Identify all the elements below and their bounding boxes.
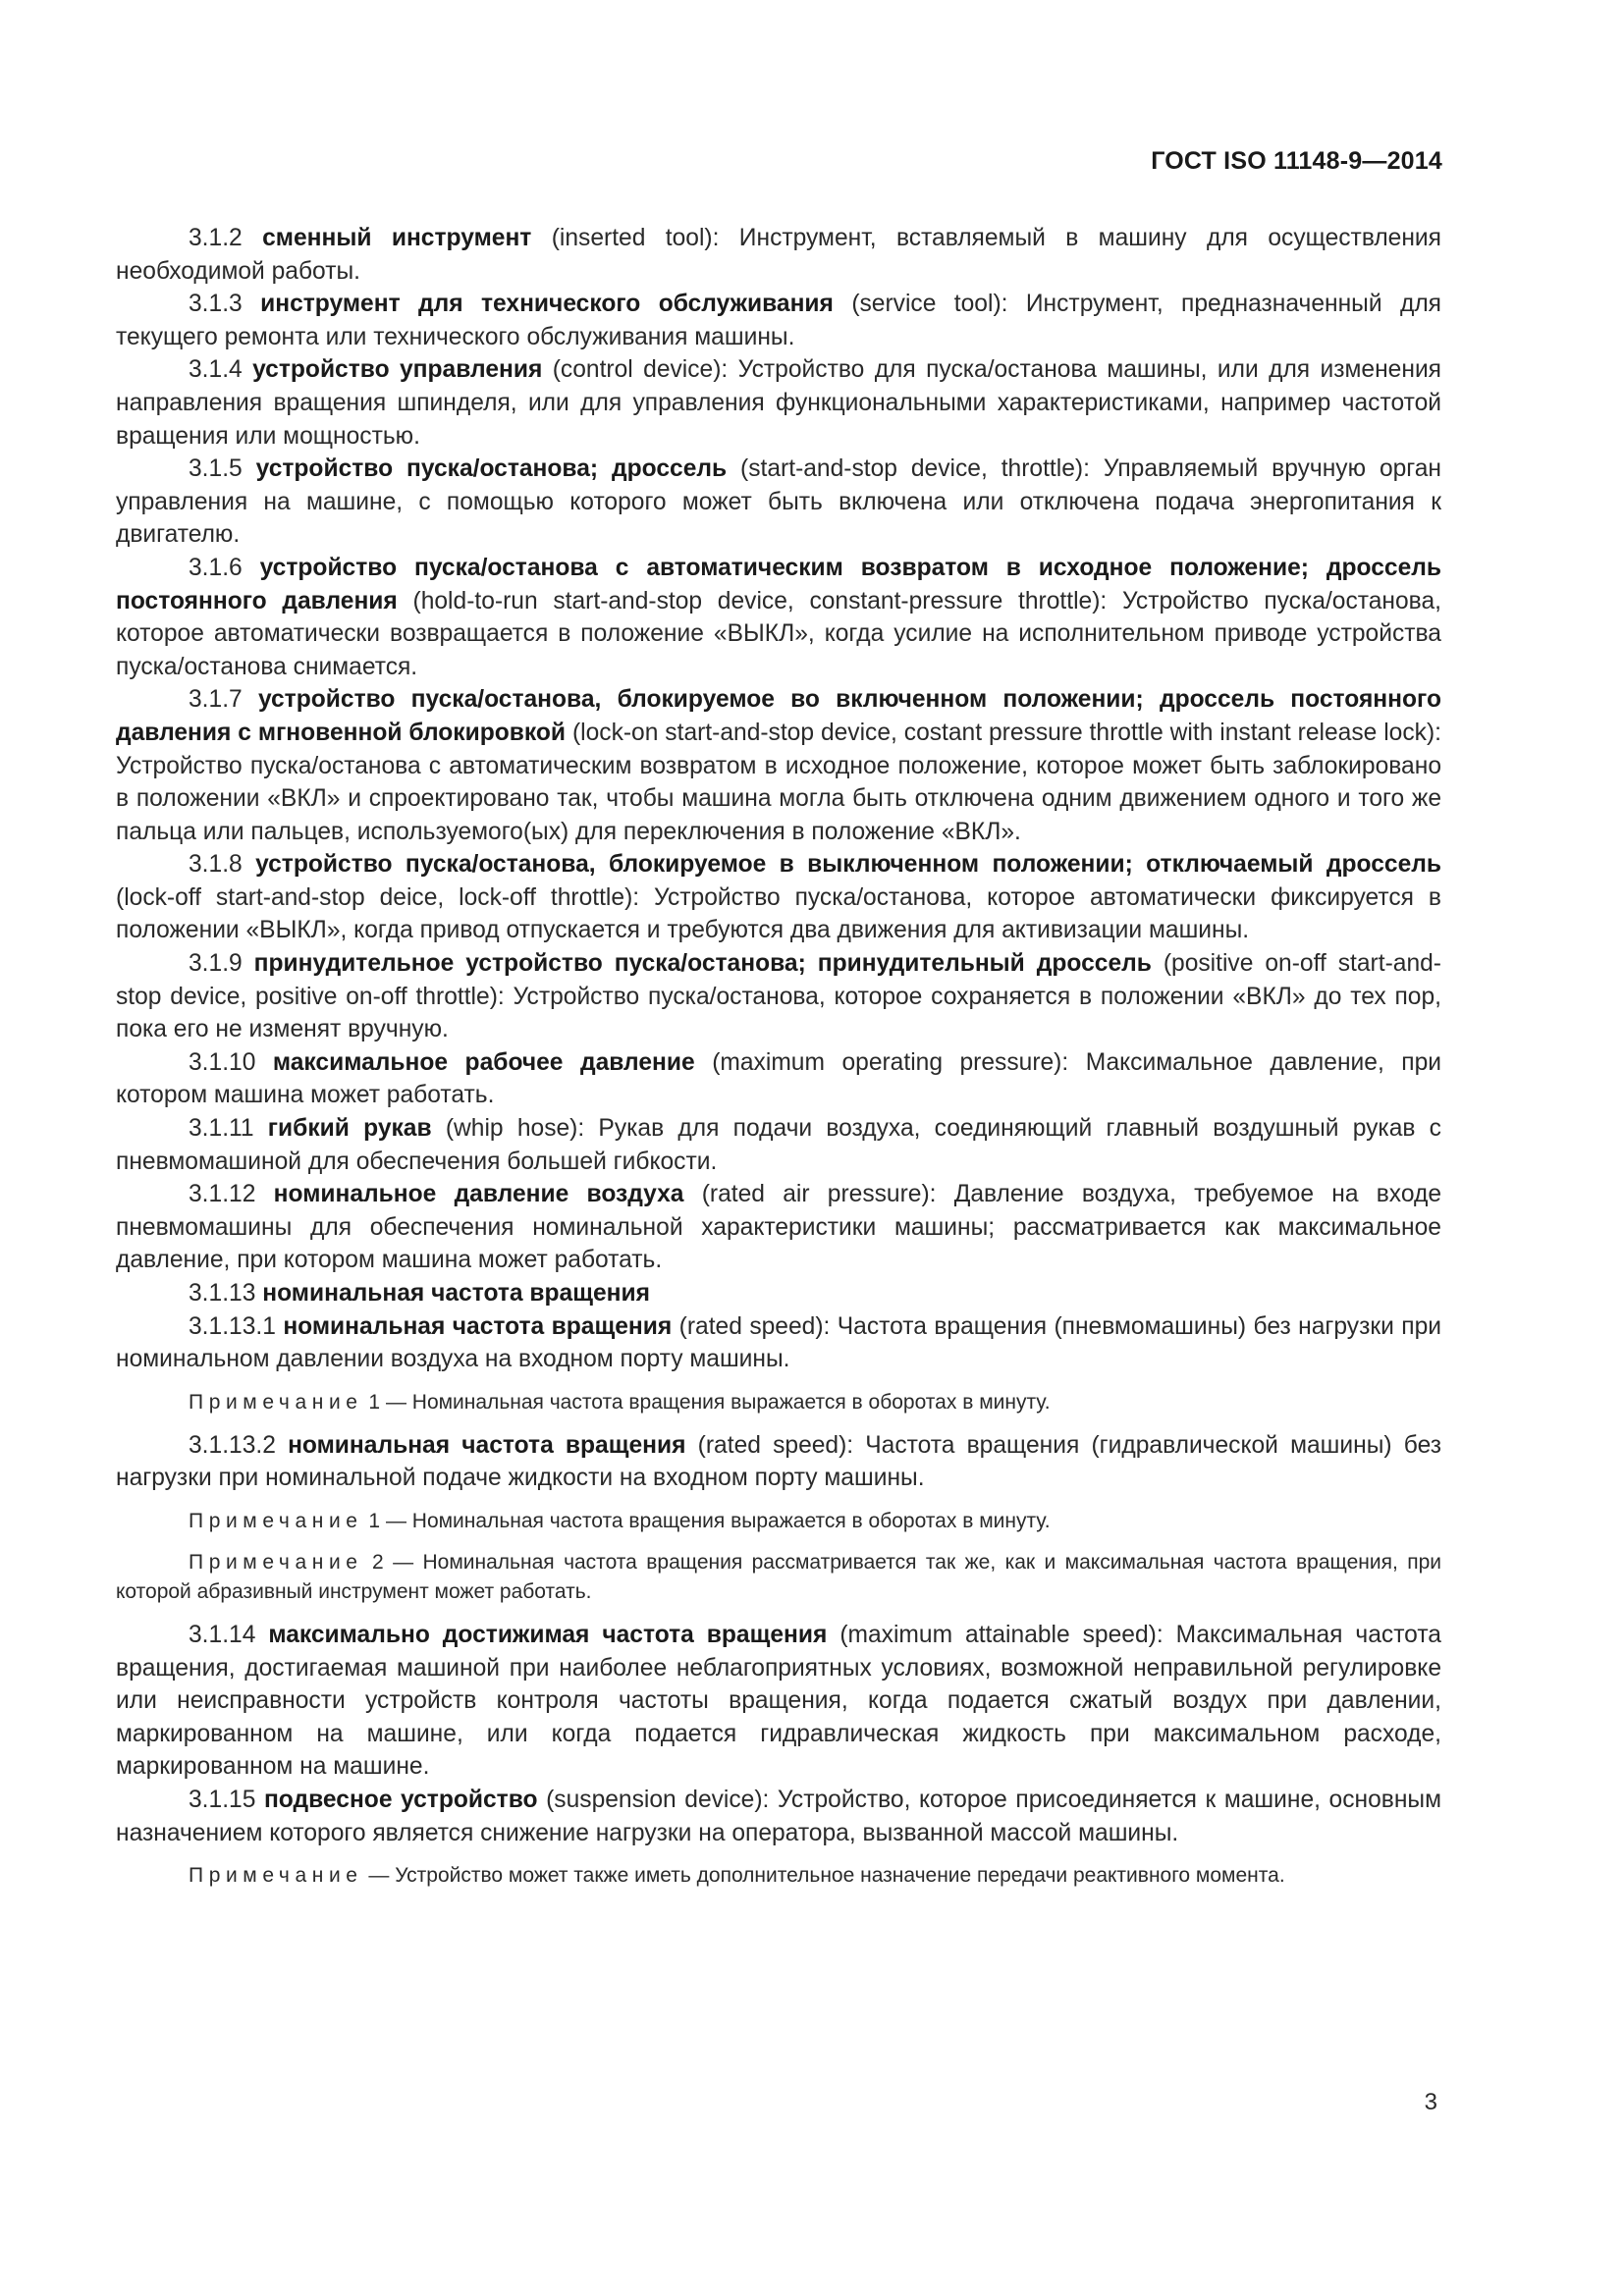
term-definition: (hold-to-run start-and-stop device, constant-pressure throttle): Устройство пуска/останова, которое автоматически возвращается в положение «ВЫКЛ», когда усилие на исполнительном приводе устройства пуска/останова снимается. <box>116 587 1441 680</box>
document-body <box>116 222 1441 1902</box>
term-title: максимально достижимая частота вращения <box>268 1621 828 1648</box>
term-entry <box>116 1310 1441 1376</box>
term-number: 3.1.10 <box>189 1048 256 1076</box>
note <box>116 1861 1441 1891</box>
note <box>116 1507 1441 1536</box>
term-definition: (lock-off start-and-stop deice, lock-off throttle): Устройство пуска/останова, которое автоматически фиксируется в положении «ВЫКЛ», когда привод отпускается и требуются два движения для активизации машины. <box>116 883 1441 944</box>
term-title: номинальная частота вращения <box>262 1280 650 1307</box>
term-entry <box>116 683 1441 848</box>
term-entry <box>116 222 1441 288</box>
note-label: Примечание <box>189 1864 363 1888</box>
term-entry <box>116 1046 1441 1112</box>
note-text: — Номинальная частота вращения выражается в оборотах в минуту. <box>385 1509 1051 1532</box>
term-title: сменный инструмент <box>262 225 532 251</box>
term-definition: (rated speed): Частота вращения (пневмомашины) без нагрузки при номинальном давлении воздуха на входном порту машины. <box>116 1312 1441 1373</box>
term-entry <box>116 1429 1441 1495</box>
term-definition: (start-and-stop device, throttle): Управляемый вручную орган управления на машине, с помощью которого может быть включена или отключена подача энергопитания к двигателю. <box>116 455 1441 549</box>
term-title: номинальная частота вращения <box>283 1312 673 1340</box>
term-number: 3.1.8 <box>189 851 243 879</box>
term-number: 3.1.12 <box>189 1181 256 1208</box>
term-title: устройство пуска/останова, блокируемое во включенном положении; дроссель постоянного давления с мгновенной блокировкой <box>116 686 1441 746</box>
term-number: 3.1.5 <box>189 455 243 483</box>
note-label: Примечание <box>189 1509 363 1532</box>
page-number: 3 <box>1424 2089 1437 2115</box>
term-entry <box>116 552 1441 683</box>
term-number: 3.1.4 <box>189 356 243 384</box>
term-title: устройство пуска/останова с автоматическим возвратом в исходное положение; дроссель постоянного давления <box>116 554 1441 614</box>
note-number: 2 <box>371 1550 384 1574</box>
term-number: 3.1.13.1 <box>189 1312 276 1340</box>
term-number: 3.1.15 <box>189 1786 256 1813</box>
term-entry <box>116 1112 1441 1178</box>
term-title: максимальное рабочее давление <box>272 1048 695 1076</box>
term-definition: (maximum operating pressure): Максимальное давление, при котором машина может работать. <box>116 1048 1441 1109</box>
note-text: — Номинальная частота вращения рассматривается так же, как и максимальная частота вращения, при которой абразивный инструмент может работать. <box>116 1550 1441 1603</box>
term-title: гибкий рукав <box>267 1115 432 1143</box>
term-number: 3.1.11 <box>189 1115 254 1143</box>
term-title: устройство пуска/останова, блокируемое в выключенном положении; отключаемый дроссель <box>255 851 1441 879</box>
term-number: 3.1.14 <box>189 1621 256 1648</box>
term-entry <box>116 453 1441 552</box>
term-definition: (rated air pressure): Давление воздуха, требуемое на входе пневмомашины для обеспечения номинальной характеристики машины; рассматривается как максимальное давление, при котором машина может работать. <box>116 1181 1441 1274</box>
term-entry <box>116 1784 1441 1849</box>
term-title: номинальное давление воздуха <box>273 1181 684 1208</box>
note-number: 1 <box>368 1390 381 1414</box>
note-text: — Устройство может также иметь дополнительное назначение передачи реактивного момента. <box>368 1864 1285 1888</box>
term-entry <box>116 353 1441 453</box>
term-entry <box>116 848 1441 947</box>
document-header: ГОСТ ISO 11148-9—2014 <box>1151 147 1442 175</box>
note <box>116 1388 1441 1417</box>
term-definition: (suspension device): Устройство, которое присоединяется к машине, основным назначением которого является снижение нагрузки на оператора, вызванной массой машины. <box>116 1786 1441 1846</box>
term-title: принудительное устройство пуска/останова; принудительный дроссель <box>253 950 1152 978</box>
term-title: устройство управления <box>252 356 543 384</box>
term-definition: (rated speed): Частота вращения (гидравлической машины) без нагрузки при номинальной подаче жидкости на входном порту машины. <box>116 1431 1441 1492</box>
note <box>116 1548 1441 1607</box>
term-entry <box>116 1619 1441 1784</box>
term-number: 3.1.7 <box>189 686 243 714</box>
note-label: Примечание <box>189 1550 363 1574</box>
note-number: 1 <box>368 1509 381 1532</box>
term-number: 3.1.6 <box>189 554 243 581</box>
term-entry <box>116 1178 1441 1277</box>
term-definition: (inserted tool): Инструмент, вставляемый в машину для осуществления необходимой работы. <box>116 225 1441 285</box>
term-entry <box>116 288 1441 353</box>
term-number: 3.1.13.2 <box>189 1431 276 1459</box>
term-title: номинальная частота вращения <box>288 1431 686 1459</box>
term-title: устройство пуска/останова; дроссель <box>255 455 728 483</box>
term-number: 3.1.9 <box>189 950 243 978</box>
term-number: 3.1.2 <box>189 225 243 251</box>
term-definition: (lock-on start-and-stop device, costant pressure throttle with instant release lock): Устройство пуска/останова с автоматическим возвратом в исходное положение, которое может быть заблокировано в положении «ВКЛ» и спроектировано так, чтобы машина могла быть отключена одним движением одного и того же пальца или пальцев, используемого(ых) для переключения в положение «ВКЛ». <box>116 719 1441 845</box>
note-text: — Номинальная частота вращения выражается в оборотах в минуту. <box>385 1390 1051 1414</box>
term-number: 3.1.13 <box>189 1280 256 1307</box>
term-entry <box>116 1277 1441 1310</box>
term-definition: (control device): Устройство для пуска/останова машины, или для изменения направления вращения шпинделя, или для управления функциональными характеристиками, например частотой вращения или мощностью. <box>116 356 1441 450</box>
term-title: инструмент для технического обслуживания <box>260 291 834 318</box>
term-definition: (positive on-off start-and-stop device, positive on-off throttle): Устройство пуска/останова, которое сохраняется в положении «ВКЛ» до тех пор, пока его не изменят вручную. <box>116 950 1441 1043</box>
term-entry <box>116 947 1441 1046</box>
term-title: подвесное устройство <box>263 1786 538 1813</box>
note-label: Примечание <box>189 1390 363 1414</box>
term-definition: (whip hose): Рукав для подачи воздуха, соединяющий главный воздушный рукав с пневмомашиной для обеспечения большей гибкости. <box>116 1115 1441 1175</box>
term-number: 3.1.3 <box>189 291 243 318</box>
term-definition: (service tool): Инструмент, предназначенный для текущего ремонта или технического обслуживания машины. <box>116 291 1441 350</box>
term-definition: (maximum attainable speed): Максимальная частота вращения, достигаемая машиной при наиболее неблагоприятных условиях, возможной неправильной регулировке или неисправности устройств контроля частоты вращения, когда подается сжатый воздух при давлении, маркированном на машине, или когда подается гидравлическая жидкость при максимальном расходе, маркированном на машине. <box>116 1621 1441 1781</box>
